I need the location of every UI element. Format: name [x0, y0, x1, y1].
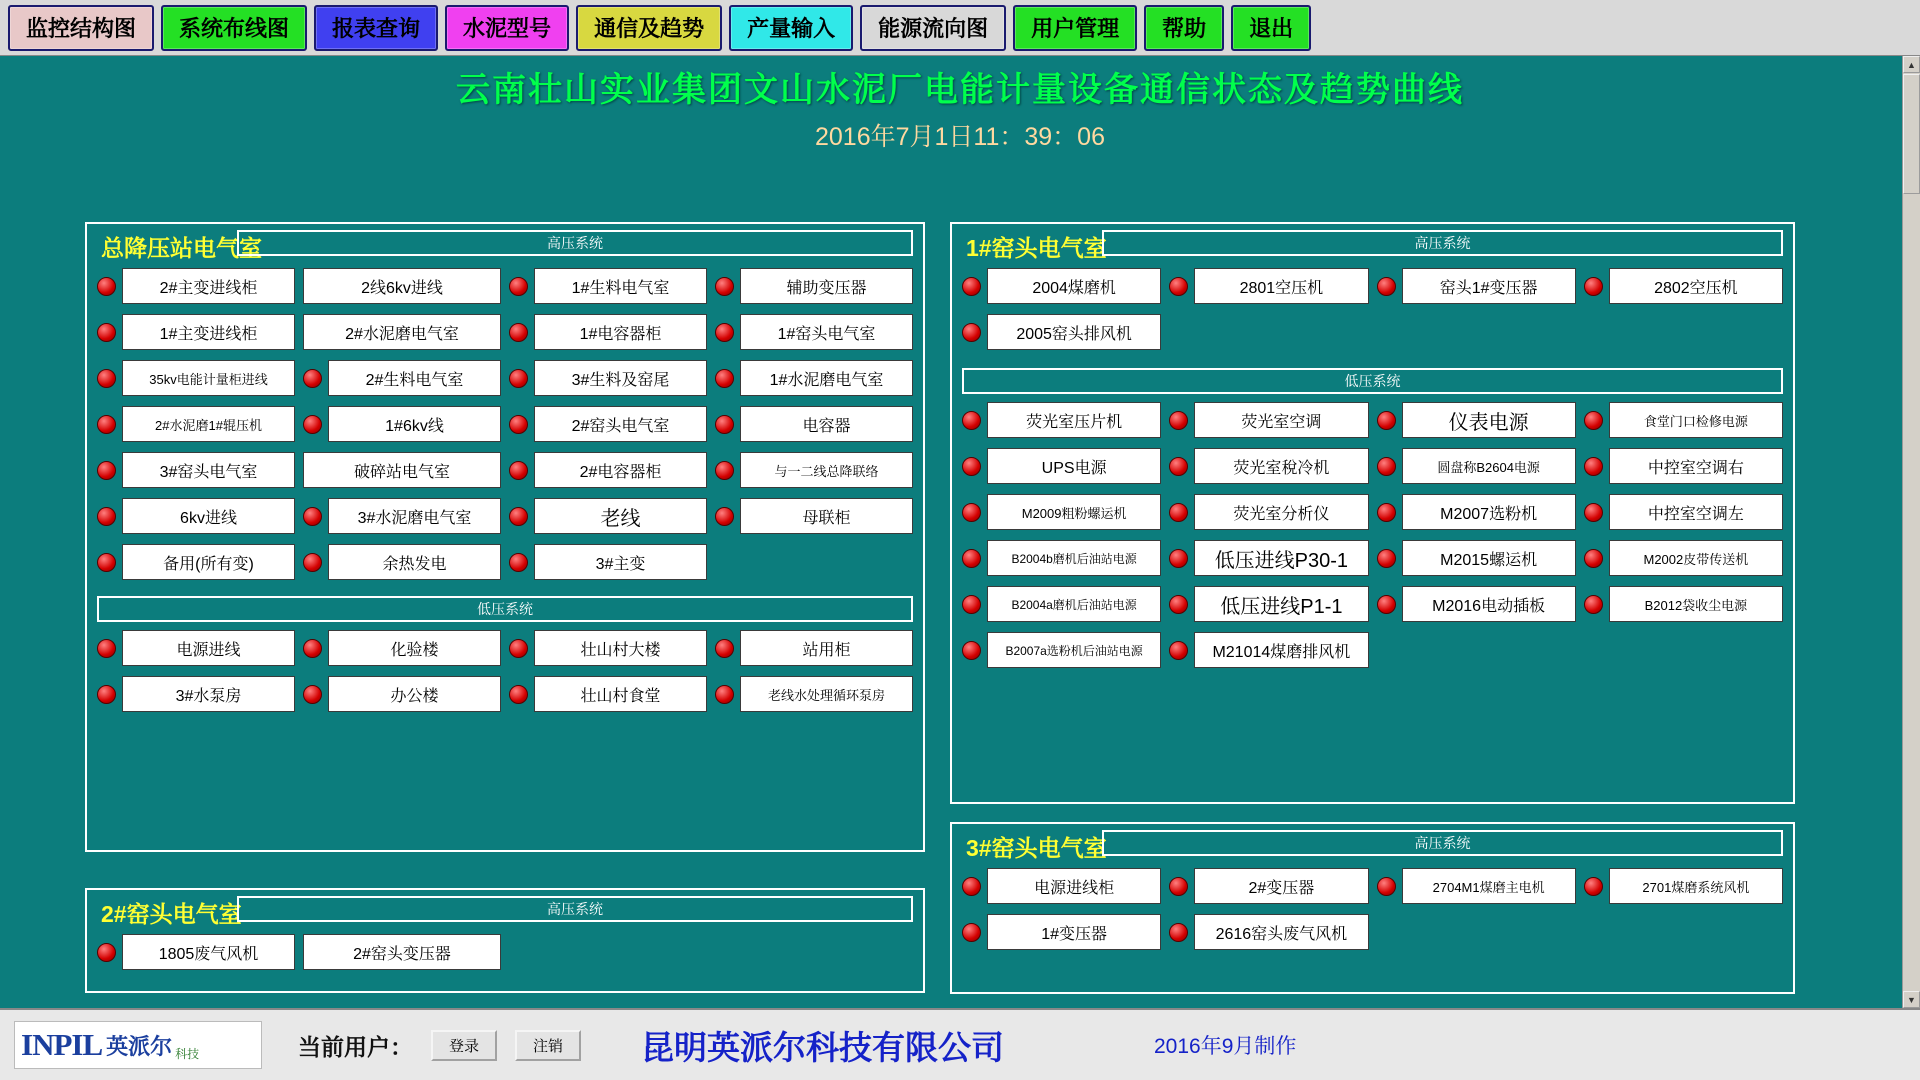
device-item[interactable] [1377, 586, 1576, 622]
status-led-icon [1584, 877, 1603, 896]
device-item[interactable] [303, 406, 501, 442]
company-name: 昆明英派尔科技有限公司 [641, 1028, 1004, 1066]
status-led-icon [303, 415, 322, 434]
device-item[interactable] [97, 268, 295, 304]
nav-button-report-query[interactable]: 报表查询 [314, 5, 438, 51]
device-item[interactable] [509, 268, 707, 304]
status-led-icon [962, 457, 981, 476]
status-led-icon [1377, 457, 1396, 476]
device-label[interactable]: 2802空压机 [1609, 268, 1783, 304]
device-label[interactable]: 电容器 [740, 406, 913, 442]
device-item[interactable] [509, 406, 707, 442]
status-led-icon [1377, 277, 1396, 296]
status-led-icon [509, 639, 528, 658]
device-item[interactable] [715, 314, 913, 350]
device-item[interactable] [1169, 632, 1368, 668]
status-led-icon [962, 503, 981, 522]
grid-kiln-1-high [952, 260, 1793, 358]
logo-subtitle-text: 科技 [175, 1047, 200, 1061]
device-label[interactable]: M2016电动插板 [1402, 586, 1576, 622]
label-high-voltage-system-main: 高压系统 [237, 230, 913, 256]
device-item-empty [1584, 914, 1783, 950]
status-led-icon [97, 943, 116, 962]
device-label[interactable]: 35kv电能计量柜进线 [122, 360, 295, 396]
device-item[interactable] [1584, 868, 1783, 904]
device-item[interactable] [715, 406, 913, 442]
status-led-icon [509, 323, 528, 342]
scroll-up-arrow-icon[interactable]: ▲ [1903, 56, 1920, 73]
device-label[interactable]: 1#6kv线 [328, 406, 501, 442]
login-button[interactable]: 登录 [431, 1030, 497, 1061]
device-label[interactable]: B2012袋收尘电源 [1609, 586, 1783, 622]
company-logo [14, 1021, 262, 1069]
device-label[interactable]: 2004煤磨机 [987, 268, 1161, 304]
nav-button-system-wiring[interactable]: 系统布线图 [161, 5, 307, 51]
device-label[interactable]: 中控室空调右 [1609, 448, 1783, 484]
status-led-icon [97, 415, 116, 434]
status-led-icon [715, 685, 734, 704]
device-item-empty [715, 934, 913, 970]
status-led-icon [1169, 641, 1188, 660]
device-item[interactable] [303, 676, 501, 712]
label-low-voltage-system-kiln1: 低压系统 [962, 368, 1783, 394]
device-label[interactable]: 辅助变压器 [740, 268, 913, 304]
device-item[interactable] [509, 676, 707, 712]
device-item[interactable] [1377, 402, 1576, 438]
device-item[interactable] [303, 360, 501, 396]
device-label[interactable]: 备用(所有变) [122, 544, 295, 580]
device-item[interactable] [962, 632, 1161, 668]
status-led-icon [1377, 595, 1396, 614]
status-led-icon [715, 323, 734, 342]
status-led-icon [962, 595, 981, 614]
device-label[interactable]: 1#主变进线柜 [122, 314, 295, 350]
status-led-icon [962, 923, 981, 942]
device-item[interactable] [97, 676, 295, 712]
status-led-icon [509, 507, 528, 526]
scrollbar-thumb[interactable] [1903, 74, 1920, 194]
top-navigation-bar [0, 0, 1920, 56]
status-led-icon [509, 553, 528, 572]
device-label[interactable]: 办公楼 [328, 676, 501, 712]
status-led-icon [1584, 503, 1603, 522]
device-item[interactable] [97, 630, 295, 666]
device-label[interactable]: 破碎站电气室 [303, 452, 501, 488]
status-led-icon [97, 507, 116, 526]
status-led-icon [1377, 411, 1396, 430]
device-label[interactable]: 2801空压机 [1194, 268, 1368, 304]
footer-bar [0, 1008, 1920, 1080]
grid-kiln-1-low [952, 394, 1793, 676]
device-item-empty [1377, 914, 1576, 950]
device-item[interactable] [1169, 914, 1368, 950]
device-label[interactable]: 2#电容器柜 [534, 452, 707, 488]
status-led-icon [1584, 277, 1603, 296]
device-item-empty [1377, 314, 1576, 350]
device-label[interactable]: 化验楼 [328, 630, 501, 666]
device-label[interactable]: 2#窑头电气室 [534, 406, 707, 442]
device-label[interactable]: 电源进线柜 [987, 868, 1161, 904]
status-led-icon [1169, 277, 1188, 296]
device-item[interactable] [97, 406, 295, 442]
status-led-icon [97, 277, 116, 296]
device-item[interactable] [303, 452, 501, 488]
label-high-voltage-system-kiln2: 高压系统 [237, 896, 913, 922]
device-item[interactable] [303, 630, 501, 666]
logo-mark-text: INPIL [21, 1027, 103, 1062]
status-led-icon [1169, 923, 1188, 942]
grid-main-substation-high [87, 260, 923, 588]
device-item[interactable] [509, 314, 707, 350]
device-label[interactable]: M2002皮带传送机 [1609, 540, 1783, 576]
label-high-voltage-system-kiln3: 高压系统 [1102, 830, 1783, 856]
nav-button-user-management[interactable]: 用户管理 [1013, 5, 1137, 51]
device-item[interactable] [1377, 494, 1576, 530]
device-label[interactable]: 荧光室压片机 [987, 402, 1161, 438]
status-led-icon [303, 507, 322, 526]
device-label[interactable]: 低压进线P30-1 [1194, 540, 1368, 576]
device-item[interactable] [509, 498, 707, 534]
status-led-icon [97, 553, 116, 572]
device-item[interactable] [715, 452, 913, 488]
device-item[interactable] [715, 268, 913, 304]
device-label[interactable]: 老线水处理循环泵房 [740, 676, 913, 712]
device-item[interactable] [1377, 268, 1576, 304]
nav-button-output-input[interactable]: 产量输入 [729, 5, 853, 51]
device-label[interactable]: 母联柜 [740, 498, 913, 534]
device-item[interactable] [1584, 448, 1783, 484]
device-label[interactable]: 2616窑头废气风机 [1194, 914, 1368, 950]
panel-title-main-substation: 总降压站电气室 [101, 235, 262, 261]
device-label[interactable]: 1#水泥磨电气室 [740, 360, 913, 396]
device-item[interactable] [97, 452, 295, 488]
status-led-icon [1584, 457, 1603, 476]
device-item[interactable] [962, 314, 1161, 350]
device-item[interactable] [303, 934, 501, 970]
device-item[interactable] [962, 868, 1161, 904]
status-led-icon [1169, 457, 1188, 476]
device-label[interactable]: 仪表电源 [1402, 402, 1576, 438]
scroll-down-arrow-icon[interactable]: ▼ [1903, 991, 1920, 1008]
nav-button-help[interactable]: 帮助 [1144, 5, 1224, 51]
panel-kiln-2 [85, 888, 925, 993]
device-item[interactable] [1169, 586, 1368, 622]
device-label[interactable]: 3#主变 [534, 544, 707, 580]
device-item[interactable] [715, 498, 913, 534]
status-led-icon [97, 323, 116, 342]
status-led-icon [1584, 549, 1603, 568]
device-label[interactable]: M2015螺运机 [1402, 540, 1576, 576]
status-led-icon [1377, 503, 1396, 522]
device-item[interactable] [509, 544, 707, 580]
status-led-icon [303, 369, 322, 388]
status-led-icon [1584, 411, 1603, 430]
device-label[interactable]: 2#水泥磨电气室 [303, 314, 501, 350]
device-label[interactable]: 2#水泥磨1#辊压机 [122, 406, 295, 442]
panel-kiln-1 [950, 222, 1795, 804]
device-label[interactable]: 老线 [534, 498, 707, 534]
status-led-icon [97, 685, 116, 704]
device-label[interactable]: M2007选粉机 [1402, 494, 1576, 530]
status-led-icon [1169, 877, 1188, 896]
grid-main-substation-low [87, 622, 923, 720]
device-item-empty [509, 934, 707, 970]
device-item[interactable] [962, 586, 1161, 622]
device-item[interactable] [1377, 540, 1576, 576]
device-label[interactable]: B2007a选粉机后油站电源 [987, 632, 1161, 668]
device-label[interactable]: 2#窑头变压器 [303, 934, 501, 970]
label-high-voltage-system-kiln1: 高压系统 [1102, 230, 1783, 256]
nav-button-cement-model[interactable]: 水泥型号 [445, 5, 569, 51]
device-label[interactable]: M21014煤磨排风机 [1194, 632, 1368, 668]
vertical-scrollbar[interactable] [1902, 56, 1920, 1008]
device-item[interactable] [303, 498, 501, 534]
device-label[interactable]: 2线6kv进线 [303, 268, 501, 304]
device-label[interactable]: 3#生料及窑尾 [534, 360, 707, 396]
device-item[interactable] [962, 268, 1161, 304]
device-label[interactable]: 1805废气风机 [122, 934, 295, 970]
device-label[interactable]: 2701煤磨系统风机 [1609, 868, 1783, 904]
status-led-icon [1377, 549, 1396, 568]
status-led-icon [97, 369, 116, 388]
device-label[interactable]: 中控室空调左 [1609, 494, 1783, 530]
device-label[interactable]: B2004b磨机后油站电源 [987, 540, 1161, 576]
page-title: 云南壮山实业集团文山水泥厂电能计量设备通信状态及趋势曲线 [456, 71, 1464, 109]
device-item[interactable] [1584, 402, 1783, 438]
current-user-label: 当前用户： [298, 1033, 413, 1060]
device-item[interactable] [97, 934, 295, 970]
status-led-icon [715, 415, 734, 434]
device-label[interactable]: 2#生料电气室 [328, 360, 501, 396]
device-label[interactable]: 低压进线P1-1 [1194, 586, 1368, 622]
device-label[interactable]: 荧光室分析仪 [1194, 494, 1368, 530]
device-label[interactable]: 3#水泥磨电气室 [328, 498, 501, 534]
device-item[interactable] [1584, 540, 1783, 576]
device-item[interactable] [962, 448, 1161, 484]
device-item-empty [715, 544, 913, 580]
device-label[interactable]: 1#生料电气室 [534, 268, 707, 304]
status-led-icon [715, 639, 734, 658]
status-led-icon [1169, 411, 1188, 430]
device-item[interactable] [97, 360, 295, 396]
device-item[interactable] [1169, 540, 1368, 576]
device-item[interactable] [1377, 868, 1576, 904]
panel-title-kiln-2: 2#窑头电气室 [101, 901, 242, 927]
status-led-icon [715, 461, 734, 480]
device-item[interactable] [1584, 586, 1783, 622]
status-led-icon [715, 507, 734, 526]
status-led-icon [962, 277, 981, 296]
nav-button-communication-trend[interactable]: 通信及趋势 [576, 5, 722, 51]
logo-chinese-text: 英派尔 [106, 1033, 173, 1059]
panel-kiln-3 [950, 822, 1795, 994]
panel-main-substation [85, 222, 925, 852]
device-item[interactable] [97, 544, 295, 580]
device-item[interactable] [97, 314, 295, 350]
status-led-icon [97, 639, 116, 658]
device-item[interactable] [962, 914, 1161, 950]
panel-title-kiln-3: 3#窑头电气室 [966, 835, 1107, 861]
device-item[interactable] [1169, 494, 1368, 530]
made-in-label: 2016年9月制作 [1154, 1035, 1297, 1058]
device-label[interactable]: M2009粗粉螺运机 [987, 494, 1161, 530]
device-item[interactable] [303, 544, 501, 580]
device-item[interactable] [715, 360, 913, 396]
status-led-icon [715, 277, 734, 296]
device-item[interactable] [1584, 268, 1783, 304]
device-item[interactable] [1169, 868, 1368, 904]
label-low-voltage-system-main: 低压系统 [97, 596, 913, 622]
panel-title-kiln-1: 1#窑头电气室 [966, 235, 1107, 261]
device-label[interactable]: 6kv进线 [122, 498, 295, 534]
device-item[interactable] [509, 452, 707, 488]
status-led-icon [962, 641, 981, 660]
status-led-icon [509, 369, 528, 388]
device-item[interactable] [303, 314, 501, 350]
grid-kiln-2-high [87, 926, 923, 978]
status-led-icon [1377, 877, 1396, 896]
device-label[interactable]: 2#变压器 [1194, 868, 1368, 904]
device-label[interactable]: 3#水泵房 [122, 676, 295, 712]
device-item[interactable] [962, 402, 1161, 438]
device-label[interactable]: 余热发电 [328, 544, 501, 580]
status-led-icon [1169, 503, 1188, 522]
device-label[interactable]: 荧光室空调 [1194, 402, 1368, 438]
device-item[interactable] [1169, 402, 1368, 438]
status-led-icon [715, 369, 734, 388]
device-item[interactable] [1169, 268, 1368, 304]
device-item-empty [1584, 314, 1783, 350]
device-label[interactable]: B2004a磨机后油站电源 [987, 586, 1161, 622]
status-led-icon [509, 685, 528, 704]
status-led-icon [1584, 595, 1603, 614]
logout-button[interactable]: 注销 [515, 1030, 581, 1061]
device-item[interactable] [1377, 448, 1576, 484]
status-led-icon [962, 323, 981, 342]
device-label[interactable]: 食堂门口检修电源 [1609, 402, 1783, 438]
device-label[interactable]: 壮山村大楼 [534, 630, 707, 666]
device-item-empty [1584, 632, 1783, 668]
device-label[interactable]: 窑头1#变压器 [1402, 268, 1576, 304]
nav-button-monitoring-structure[interactable]: 监控结构图 [8, 5, 154, 51]
device-item[interactable] [509, 630, 707, 666]
device-label[interactable]: 2704M1煤磨主电机 [1402, 868, 1576, 904]
device-label[interactable]: 圆盘称B2604电源 [1402, 448, 1576, 484]
device-label[interactable]: 1#窑头电气室 [740, 314, 913, 350]
status-led-icon [303, 685, 322, 704]
page-header [0, 62, 1920, 153]
device-label[interactable]: 与一二线总降联络 [740, 452, 913, 488]
nav-button-energy-flow[interactable]: 能源流向图 [860, 5, 1006, 51]
device-label[interactable]: 2005窑头排风机 [987, 314, 1161, 350]
device-label[interactable]: 荧光室稅冷机 [1194, 448, 1368, 484]
status-led-icon [962, 411, 981, 430]
status-led-icon [303, 639, 322, 658]
device-item[interactable] [962, 494, 1161, 530]
device-label[interactable]: 1#电容器柜 [534, 314, 707, 350]
nav-button-exit[interactable]: 退出 [1231, 5, 1311, 51]
device-item[interactable] [303, 268, 501, 304]
device-item[interactable] [97, 498, 295, 534]
status-led-icon [509, 461, 528, 480]
device-label[interactable]: 2#主变进线柜 [122, 268, 295, 304]
status-led-icon [1169, 595, 1188, 614]
status-led-icon [962, 877, 981, 896]
status-led-icon [303, 553, 322, 572]
device-item[interactable] [1584, 494, 1783, 530]
status-led-icon [97, 461, 116, 480]
device-item-empty [1377, 632, 1576, 668]
device-label[interactable]: 1#变压器 [987, 914, 1161, 950]
device-item[interactable] [715, 676, 913, 712]
device-label[interactable]: 站用柜 [740, 630, 913, 666]
datetime-display: 2016年7月1日11：39：06 [815, 123, 1105, 151]
status-led-icon [962, 549, 981, 568]
device-item[interactable] [962, 540, 1161, 576]
status-led-icon [1169, 549, 1188, 568]
status-led-icon [509, 277, 528, 296]
device-label[interactable]: UPS电源 [987, 448, 1161, 484]
device-label[interactable]: 壮山村食堂 [534, 676, 707, 712]
device-label[interactable]: 电源进线 [122, 630, 295, 666]
status-led-icon [509, 415, 528, 434]
device-label[interactable]: 3#窑头电气室 [122, 452, 295, 488]
device-item-empty [1169, 314, 1368, 350]
device-item[interactable] [1169, 448, 1368, 484]
device-item[interactable] [509, 360, 707, 396]
grid-kiln-3-high [952, 860, 1793, 958]
device-item[interactable] [715, 630, 913, 666]
